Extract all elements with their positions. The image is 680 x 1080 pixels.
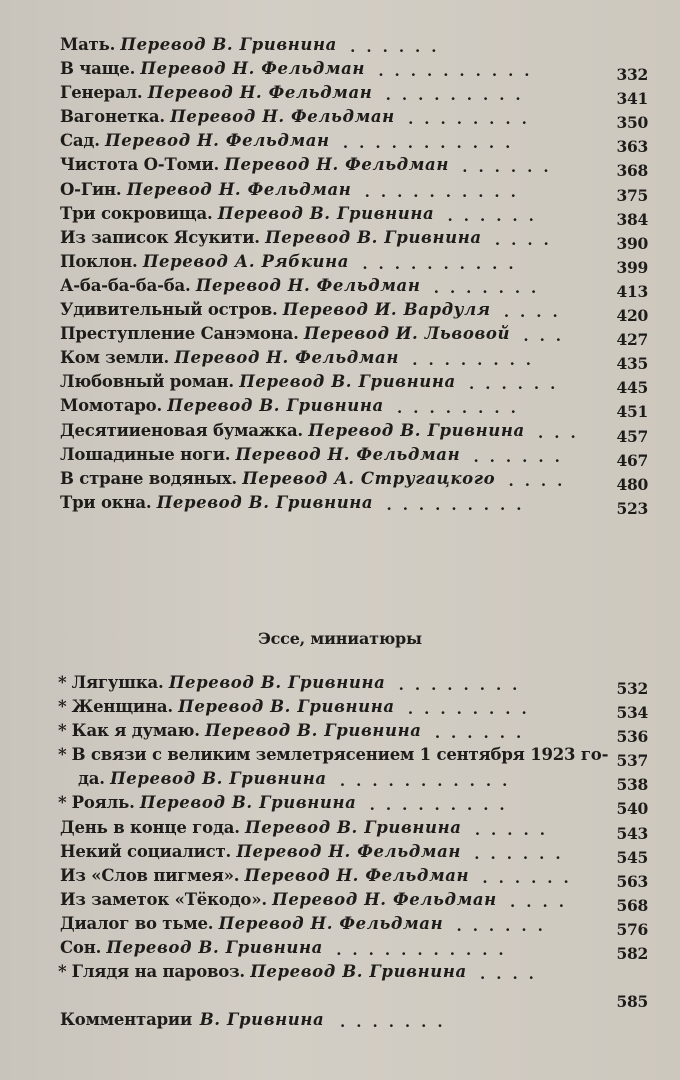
entry-text <box>60 153 560 177</box>
entry-title: Генерал. <box>60 83 143 103</box>
leader-dots: ........ <box>397 399 527 418</box>
contents-entry <box>60 864 648 891</box>
leader-dots: .......... <box>364 182 527 201</box>
entry-text <box>60 491 532 515</box>
contents-entry <box>60 322 648 350</box>
entry-title: да. <box>78 769 105 789</box>
entry-translator: Перевод В. Гривнина <box>106 938 323 958</box>
page-number: 540 <box>616 799 648 819</box>
section-heading: Эссе, миниатюры <box>258 629 422 648</box>
contents-entry <box>58 791 648 819</box>
entry-text <box>60 467 573 491</box>
leader-dots: ...... <box>473 447 571 466</box>
leader-dots: .......... <box>362 254 525 273</box>
contents-entry <box>60 960 648 984</box>
page-number: 582 <box>616 944 648 964</box>
leader-dots: ... <box>538 423 587 442</box>
entry-translator: Перевод Н. Фельдман <box>272 889 497 909</box>
entry-translator: Перевод В. Гривнина <box>167 396 384 416</box>
entry-title: Лягушка. <box>71 673 164 692</box>
entry-title: День в конце года. <box>60 817 240 837</box>
entry-text <box>60 960 545 984</box>
entry-text <box>60 671 528 695</box>
page-number: 467 <box>616 450 648 470</box>
page-number: 576 <box>616 919 648 939</box>
entry-text <box>60 791 516 815</box>
entry-title: Диалог во тьме. <box>60 913 214 933</box>
entry-title: Любовный роман. <box>60 372 234 392</box>
page-number: 390 <box>616 233 648 253</box>
leader-dots: ......... <box>369 796 516 815</box>
entry-text <box>60 936 515 960</box>
entry-translator: Перевод В. Гривнина <box>168 673 386 692</box>
leader-dots: ...... <box>456 916 554 935</box>
entry-translator: Перевод И. Львовой <box>303 324 511 344</box>
leader-dots: ...... <box>474 844 572 863</box>
entry-title: Ком земли. <box>60 348 170 368</box>
leader-dots: .... <box>510 892 575 911</box>
entry-text <box>60 840 572 864</box>
entry-title: Некий социалист. <box>60 841 232 861</box>
contents-entry <box>60 346 648 374</box>
page-number: 568 <box>616 895 648 915</box>
entry-title: Из записок Ясукити. <box>60 227 260 247</box>
entry-translator: В. Гривнина <box>199 1010 325 1030</box>
leader-dots: .......... <box>378 62 541 81</box>
entry-text <box>60 81 532 105</box>
entry-title: Преступление Санэмона. <box>60 324 299 344</box>
entry-translator: Перевод В. Гривнина <box>250 962 467 982</box>
leader-dots: ........ <box>408 110 538 129</box>
contents-entry <box>60 840 648 867</box>
contents-entry <box>60 912 648 939</box>
entry-title: Чистота О-Томи. <box>60 155 220 175</box>
entry-title: Лошадиные ноги. <box>60 444 231 464</box>
page-number: 368 <box>616 161 648 181</box>
leader-dots: ........... <box>336 941 515 960</box>
leader-dots: ...... <box>447 206 545 225</box>
entry-translator: Перевод В. Гривнина <box>120 35 337 54</box>
leader-dots: .... <box>508 471 574 490</box>
entry-title: Удивительный остров. <box>60 300 278 320</box>
entry-text <box>60 226 560 250</box>
entry-text <box>60 719 532 743</box>
entry-title: Сад. <box>60 131 100 151</box>
entry-translator: Перевод А. Стругацкого <box>242 468 496 488</box>
contents-list-stories <box>60 33 648 518</box>
entry-text <box>60 695 538 719</box>
entry-translator: Перевод В. Гривнина <box>308 420 525 440</box>
page-number: 534 <box>616 703 648 723</box>
contents-entry <box>60 370 648 398</box>
entry-title: Поклон. <box>60 251 138 271</box>
entry-translator: Перевод В. Гривнина <box>156 492 374 512</box>
entry-translator: Перевод Н. Фельдман <box>244 865 470 885</box>
leader-dots: ... <box>523 327 573 346</box>
page-number: 451 <box>616 402 648 422</box>
entry-text <box>60 105 538 129</box>
entry-translator: Перевод Н. Фельдман <box>126 179 352 199</box>
entry-title: Из «Слов пигмея». <box>60 865 240 885</box>
contents-entry <box>60 816 648 843</box>
leader-dots: ...... <box>350 38 448 56</box>
entry-text <box>60 419 587 443</box>
entry-translator: Перевод В. Гривнина <box>205 721 422 741</box>
contents-entry <box>60 129 648 157</box>
leader-dots: ...... <box>482 868 580 887</box>
asterisk-mark: * <box>58 745 67 765</box>
entry-title: Из заметок «Тёкодо». <box>60 889 267 909</box>
entry-title: Сон. <box>60 938 102 958</box>
entry-title: В чаще. <box>60 59 136 79</box>
contents-entry <box>58 695 648 723</box>
entry-translator: Перевод Н. Фельдман <box>224 155 449 175</box>
leader-dots: ...... <box>462 158 560 177</box>
page-number: 384 <box>616 209 648 229</box>
page-number: 457 <box>616 426 648 446</box>
leader-dots: ....... <box>340 1013 454 1032</box>
entry-text <box>60 178 527 202</box>
page-number: 341 <box>616 89 648 109</box>
entry-translator: Перевод А. Рябкина <box>142 251 350 271</box>
leader-dots: .... <box>494 230 560 249</box>
entry-translator: Перевод Н. Фельдман <box>140 59 366 79</box>
contents-entry <box>60 467 648 494</box>
page-number: 585 <box>616 992 648 1012</box>
entry-translator: Перевод Н. Фельдман <box>195 275 421 295</box>
entry-text <box>60 346 542 370</box>
contents-entry <box>60 1008 648 1032</box>
page-number: 413 <box>616 281 648 301</box>
entry-title: Вагонетка. <box>60 107 165 127</box>
contents-entry <box>60 298 648 326</box>
asterisk-mark: * <box>58 793 67 813</box>
entry-translator: Перевод В. Гривнина <box>239 372 456 392</box>
contents-entry <box>60 936 648 964</box>
contents-entry <box>60 888 648 915</box>
asterisk-mark: * <box>58 962 67 982</box>
contents-entry <box>58 719 648 747</box>
page-number: 445 <box>616 378 648 398</box>
entry-translator: Перевод Н. Фельдман <box>218 913 444 933</box>
page-number: 363 <box>616 137 648 157</box>
entry-text <box>60 1008 454 1032</box>
page-number: 480 <box>616 474 648 494</box>
leader-dots: .... <box>503 303 569 322</box>
leader-dots: ........ <box>412 351 543 370</box>
leader-dots: .... <box>480 965 545 984</box>
entry-text <box>60 202 545 226</box>
entry-translator: Перевод В. Гривнина <box>110 769 327 789</box>
entry-translator: Перевод В. Гривнина <box>265 227 482 247</box>
contents-entry <box>60 419 648 446</box>
contents-entry <box>60 767 648 795</box>
contents-list-essays <box>60 671 648 1032</box>
page-number: 350 <box>616 113 648 133</box>
contents-entry <box>60 81 648 109</box>
contents-entry <box>60 274 648 301</box>
entry-text <box>60 912 554 936</box>
leader-dots: ...... <box>434 724 533 743</box>
entry-translator: Перевод Н. Фельдман <box>235 444 461 464</box>
entry-translator: Перевод В. Гривнина <box>217 203 435 223</box>
entry-title: Женщина. <box>71 697 173 717</box>
page-number: 420 <box>616 306 648 326</box>
leader-dots: ........ <box>398 676 529 694</box>
contents-entry <box>58 743 648 771</box>
page-number: 545 <box>616 847 648 867</box>
entry-text <box>78 767 518 791</box>
contents-entry <box>60 226 648 253</box>
entry-title: Мать. <box>60 35 116 54</box>
page-number: 435 <box>616 354 648 374</box>
entry-translator: Перевод Н. Фельдман <box>236 841 461 861</box>
entry-translator: Перевод В. Гривнина <box>139 793 357 813</box>
contents-entry <box>60 443 648 470</box>
entry-text <box>60 888 575 912</box>
entry-translator: Перевод В. Гривнина <box>245 817 462 837</box>
entry-text <box>60 443 571 467</box>
leader-dots: ......... <box>386 495 533 514</box>
entry-text <box>60 33 448 57</box>
entry-title: Десятииеновая бумажка. <box>60 420 303 440</box>
entry-translator: Перевод И. Вардуля <box>282 300 491 320</box>
entry-translator: Перевод В. Гривнина <box>178 697 395 717</box>
page-number: 536 <box>616 727 648 747</box>
entry-title: Глядя на паровоз. <box>71 962 245 982</box>
page-number: 537 <box>616 751 648 771</box>
entry-text <box>60 129 521 153</box>
page-number: 375 <box>616 185 648 205</box>
leader-dots: ..... <box>474 820 556 839</box>
page-number: 543 <box>616 823 648 843</box>
entry-text <box>60 864 580 888</box>
entry-translator: Перевод Н. Фельдман <box>105 131 330 151</box>
leader-dots: ........ <box>407 700 538 719</box>
page-number: 399 <box>616 257 648 277</box>
entry-text <box>60 816 556 840</box>
contents-entry <box>58 671 648 698</box>
entry-text <box>60 394 527 418</box>
contents-entry <box>60 250 648 277</box>
entry-title: Три сокровища. <box>60 203 213 223</box>
entry-translator: Перевод Н. Фельдман <box>170 107 395 127</box>
entry-text <box>60 250 525 274</box>
page-number: 427 <box>616 330 648 350</box>
entry-text <box>60 298 569 322</box>
page-number: 523 <box>616 498 648 518</box>
entry-title: Как я думаю. <box>71 721 200 741</box>
leader-dots: ...... <box>469 375 567 394</box>
leader-dots: ......... <box>385 86 532 105</box>
contents-entry <box>60 105 648 133</box>
entry-text <box>60 322 572 346</box>
leader-dots: ........... <box>339 772 519 791</box>
entry-translator: Перевод Н. Фельдман <box>147 83 373 103</box>
contents-entry <box>60 153 648 181</box>
page-number: 332 <box>616 65 648 85</box>
entry-text <box>60 274 547 298</box>
leader-dots: ........... <box>342 134 522 153</box>
entry-title: Рояль. <box>71 793 135 813</box>
contents-entry <box>60 984 648 1012</box>
contents-entry <box>60 57 648 85</box>
page-number: 563 <box>616 871 648 891</box>
contents-entry <box>60 491 648 518</box>
entry-translator: Перевод Н. Фельдман <box>174 348 399 368</box>
entry-title: В связи с великим землетрясением 1 сентября 1923 го- <box>71 745 609 765</box>
asterisk-mark: * <box>58 673 67 692</box>
page-number: 538 <box>616 775 648 795</box>
entry-title: Комментарии <box>60 1010 192 1030</box>
entry-title: Три окна. <box>60 492 152 512</box>
entry-text <box>60 743 608 767</box>
entry-title: В стране водяных. <box>60 468 237 488</box>
contents-entry <box>60 33 648 57</box>
contents-entry <box>60 202 648 229</box>
asterisk-mark: * <box>58 697 67 717</box>
entry-text <box>60 370 566 394</box>
contents-entry <box>60 394 648 422</box>
page-number: 532 <box>616 679 648 698</box>
entry-text <box>60 57 541 81</box>
entry-title: О-Гин. <box>60 179 122 199</box>
contents-entry <box>60 178 648 205</box>
leader-dots: ....... <box>433 278 548 297</box>
asterisk-mark: * <box>58 721 67 741</box>
entry-title: Момотаро. <box>60 396 163 416</box>
entry-title: А-ба-ба-ба-ба. <box>60 275 191 295</box>
